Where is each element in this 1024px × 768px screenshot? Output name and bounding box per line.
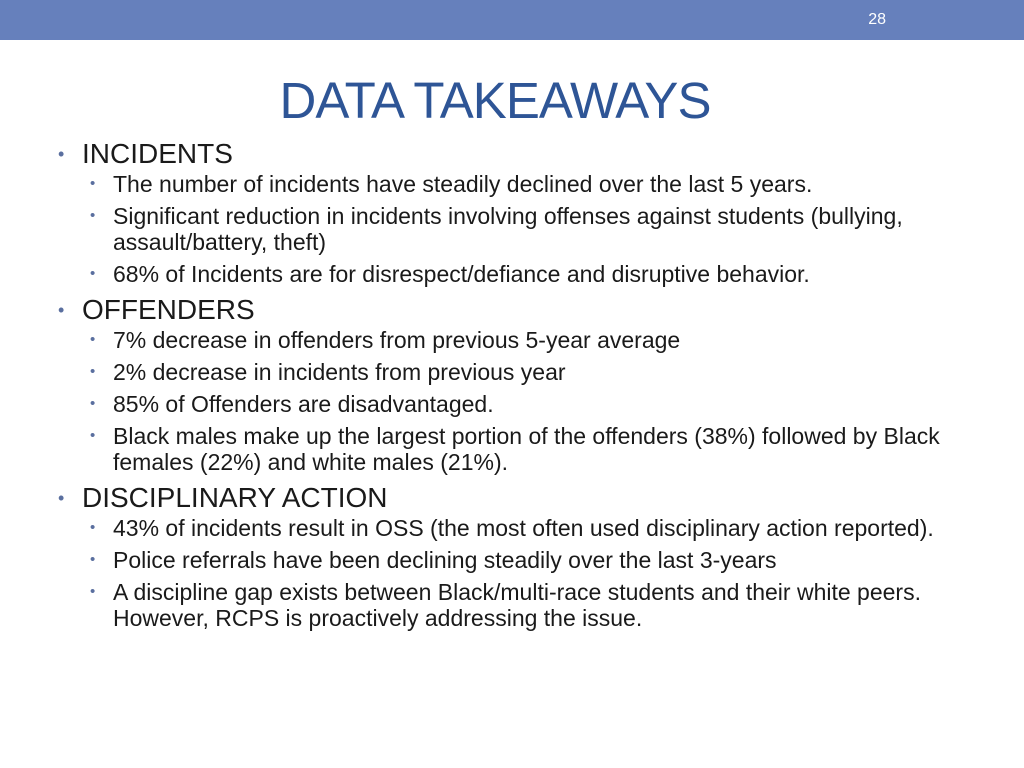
section-heading-text: OFFENDERS (82, 294, 255, 325)
bullet-icon: • (90, 363, 96, 380)
list-item (90, 203, 978, 255)
section-offenders (58, 293, 978, 475)
list-item-text: The number of incidents have steadily declined over the last 5 years. (113, 171, 813, 197)
bullet-icon: • (90, 427, 96, 444)
section-heading (58, 293, 978, 327)
list-item (90, 579, 978, 631)
section-items (58, 327, 978, 475)
list-item-text: 2% decrease in incidents from previous year (113, 359, 566, 385)
bullet-icon: • (90, 395, 96, 412)
list-item (90, 327, 978, 353)
slide-title: DATA TAKEAWAYS (279, 72, 711, 129)
bullet-icon: • (90, 175, 96, 192)
section-incidents (58, 137, 978, 287)
list-item-text: A discipline gap exists between Black/multi-race students and their white peers. However, RCPS is proactively addressing the issue. (113, 579, 921, 631)
list-item-text: Significant reduction in incidents involving offenses against students (bullying, assault/battery, theft) (113, 203, 903, 255)
list-item (90, 391, 978, 417)
list-item (90, 515, 978, 541)
bullet-icon: • (90, 551, 96, 568)
list-item-text: 85% of Offenders are disadvantaged. (113, 391, 494, 417)
list-item (90, 547, 978, 573)
bullet-icon: • (90, 265, 96, 282)
section-items (58, 171, 978, 287)
section-heading (58, 137, 978, 171)
bullet-icon: • (58, 488, 65, 508)
section-items (58, 515, 978, 631)
bullet-icon: • (90, 207, 96, 224)
list-item-text: Black males make up the largest portion of the offenders (38%) followed by Black females (22%) and white males (21%). (113, 423, 940, 475)
section-heading-text: DISCIPLINARY ACTION (82, 482, 388, 513)
list-item (90, 359, 978, 385)
list-item-text: Police referrals have been declining steadily over the last 3-years (113, 547, 777, 573)
list-item (90, 423, 978, 475)
section-disciplinary-action (58, 481, 978, 631)
bullet-icon: • (90, 583, 96, 600)
list-item-text: 43% of incidents result in OSS (the most often used disciplinary action reported). (113, 515, 934, 541)
bullet-content (58, 137, 978, 637)
bullet-icon: • (58, 300, 65, 320)
bullet-icon: • (58, 144, 65, 164)
bullet-icon: • (90, 331, 96, 348)
section-heading-text: INCIDENTS (82, 138, 233, 169)
bullet-icon: • (90, 519, 96, 536)
list-item (90, 171, 978, 197)
slide-number: 28 (868, 11, 886, 28)
top-banner (0, 0, 1024, 40)
list-item (90, 261, 978, 287)
section-heading (58, 481, 978, 515)
list-item-text: 68% of Incidents are for disrespect/defiance and disruptive behavior. (113, 261, 810, 287)
list-item-text: 7% decrease in offenders from previous 5-year average (113, 327, 681, 353)
